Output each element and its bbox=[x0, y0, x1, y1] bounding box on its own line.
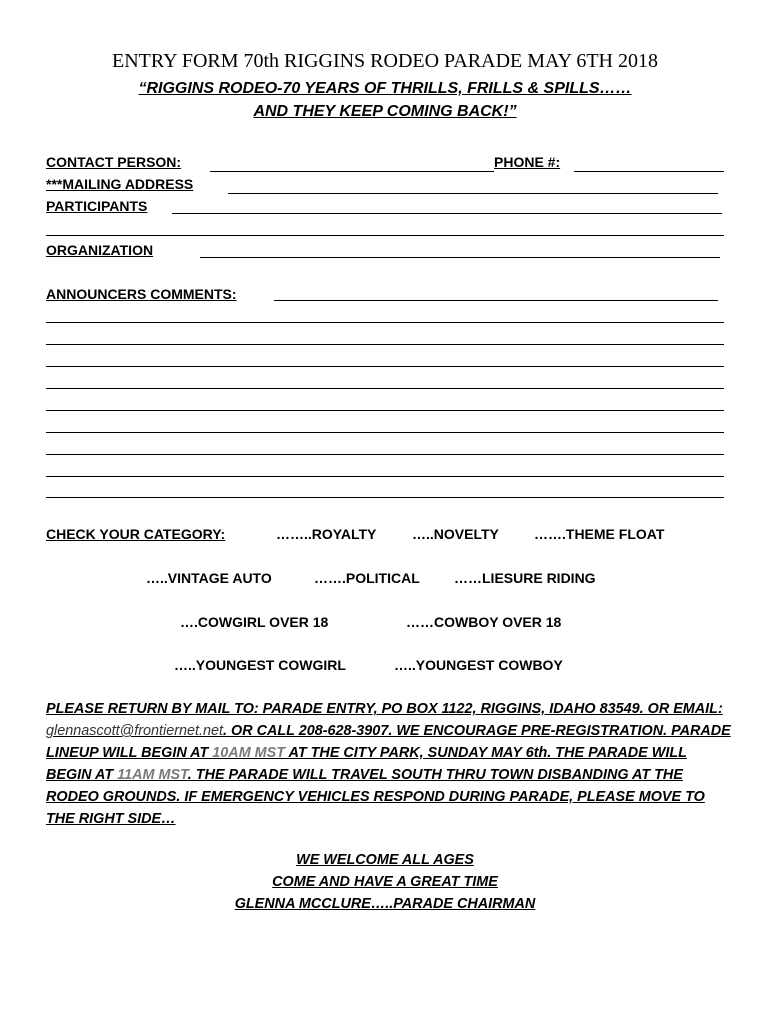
announcers-comments-label: ANNOUNCERS COMMENTS: bbox=[46, 286, 237, 302]
category-theme-float[interactable]: …….THEME FLOAT bbox=[534, 526, 665, 542]
comments-line[interactable] bbox=[46, 322, 724, 323]
parade-start-time: 11AM MST bbox=[117, 767, 188, 783]
closing-chairman: GLENNA MCCLURE…..PARADE CHAIRMAN bbox=[234, 896, 536, 912]
notice-text: PLEASE RETURN BY MAIL TO: PARADE ENTRY, PO BOX 1122, RIGGINS, IDAHO 83549. OR EMAIL: bbox=[46, 701, 723, 717]
category-political[interactable]: …….POLITICAL bbox=[314, 570, 420, 586]
notice-text: . OR CALL 208-628-3907. WE ENCOURAGE PRE-REGISTRATION. PARADE LINEUP WILL BEGIN AT bbox=[46, 723, 731, 761]
comments-line[interactable] bbox=[46, 344, 724, 345]
category-youngest-cowgirl[interactable]: …..YOUNGEST COWGIRL bbox=[174, 657, 346, 673]
comments-line[interactable] bbox=[46, 388, 724, 389]
comments-line[interactable] bbox=[46, 366, 724, 367]
category-cowboy-over-18[interactable]: ……COWBOY OVER 18 bbox=[406, 614, 562, 630]
phone-label: PHONE #: bbox=[494, 154, 561, 170]
organization-line[interactable] bbox=[200, 257, 720, 258]
comments-line[interactable] bbox=[46, 476, 724, 477]
notice-text: . THE PARADE WILL TRAVEL SOUTH THRU TOWN DISBANDING AT THE RODEO GROUNDS. IF EMERGENCY VEHICLES RESPOND DURING PARADE, PLEASE MOVE TO THE RIGHT SIDE… bbox=[46, 767, 705, 827]
comments-line[interactable] bbox=[46, 497, 724, 498]
notice-text: AT THE CITY PARK, SUNDAY MAY 6th. THE PARADE WILL BEGIN AT bbox=[46, 745, 687, 783]
category-novelty[interactable]: …..NOVELTY bbox=[412, 526, 499, 542]
contact-person-line[interactable] bbox=[210, 171, 494, 172]
closing-welcome: WE WELCOME ALL AGES bbox=[296, 852, 474, 868]
category-vintage-auto[interactable]: …..VINTAGE AUTO bbox=[146, 570, 272, 586]
announcers-comments-line[interactable] bbox=[274, 300, 718, 301]
category-royalty[interactable]: ……..ROYALTY bbox=[276, 526, 377, 542]
phone-line[interactable] bbox=[574, 171, 724, 172]
participants-line-2[interactable] bbox=[46, 235, 724, 236]
comments-line[interactable] bbox=[46, 410, 724, 411]
participants-line[interactable] bbox=[172, 213, 722, 214]
category-youngest-cowboy[interactable]: …..YOUNGEST COWBOY bbox=[394, 657, 563, 673]
participants-label: PARTICIPANTS bbox=[46, 198, 148, 214]
mailing-address-line[interactable] bbox=[228, 193, 718, 194]
form-title: ENTRY FORM 70th RIGGINS RODEO PARADE MAY 6TH 2018 bbox=[112, 50, 658, 72]
comments-line[interactable] bbox=[46, 432, 724, 433]
contact-email[interactable]: glennascott@frontiernet.net bbox=[46, 723, 224, 739]
form-subtitle-line2: AND THEY KEEP COMING BACK!” bbox=[253, 103, 517, 120]
category-liesure-riding[interactable]: ……LIESURE RIDING bbox=[454, 570, 596, 586]
contact-person-label: CONTACT PERSON: bbox=[46, 154, 182, 170]
check-category-label: CHECK YOUR CATEGORY: bbox=[46, 526, 226, 542]
return-instructions bbox=[46, 698, 736, 830]
comments-line[interactable] bbox=[46, 454, 724, 455]
closing-great-time: COME AND HAVE A GREAT TIME bbox=[272, 874, 498, 890]
form-subtitle-line1: “RIGGINS RODEO-70 YEARS OF THRILLS, FRILLS & SPILLS…… bbox=[138, 80, 632, 97]
organization-label: ORGANIZATION bbox=[46, 242, 154, 258]
mailing-address-label: ***MAILING ADDRESS bbox=[46, 176, 194, 192]
category-cowgirl-over-18[interactable]: ….COWGIRL OVER 18 bbox=[180, 614, 329, 630]
lineup-time: 10AM MST bbox=[212, 745, 286, 761]
